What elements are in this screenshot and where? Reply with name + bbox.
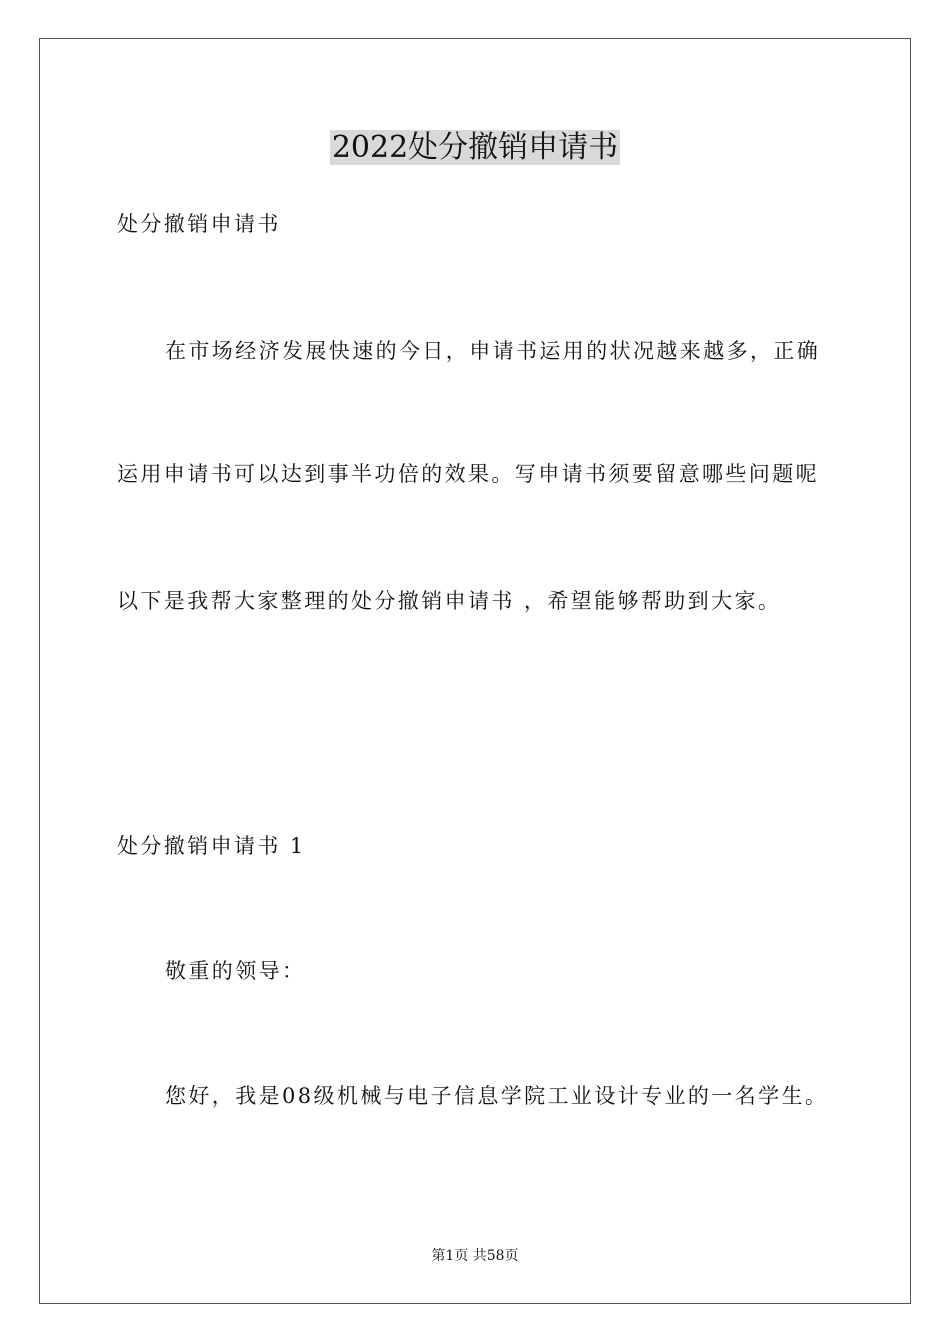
page-number: 第1页 共58页 [431,1248,519,1264]
document-subtitle: 处分撤销申请书 [117,212,281,236]
document-title: 2022处分撤销申请书 [331,130,619,165]
intro-line-2: 运用申请书可以达到事半功倍的效果。写申请书须要留意哪些问题呢 [117,462,819,486]
intro-line-1: 在市场经济发展快速的今日，申请书运用的状况越来越多，正确 [165,339,821,363]
intro-line-3: 以下是我帮大家整理的处分撤销申请书 ，希望能够帮助到大家。 [117,589,782,613]
salutation: 敬重的领导： [165,959,306,983]
body-paragraph-line: 您好，我是08级机械与电子信息学院工业设计专业的一名学生。 [165,1084,829,1108]
section-heading: 处分撤销申请书 1 [117,834,306,858]
